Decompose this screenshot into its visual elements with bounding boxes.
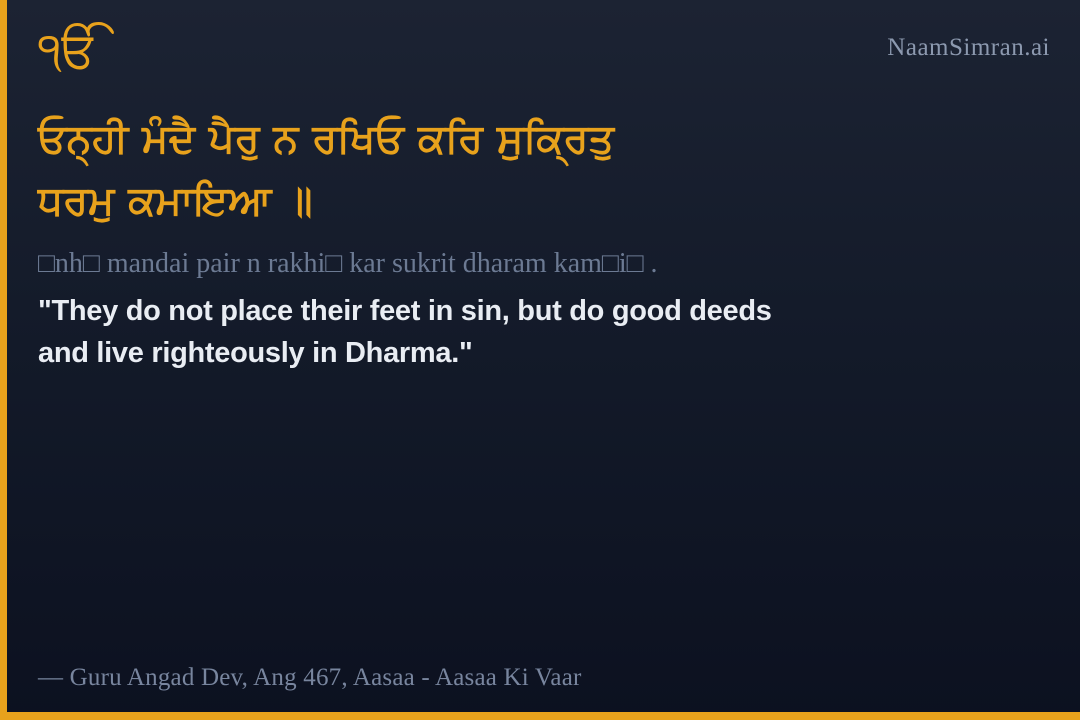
verse-transliteration-text: □nh□ mandai pair n rakhi□ kar sukrit dharam kam□i□ . <box>38 248 658 279</box>
verse-english-translation: "They do not place their feet in sin, but do good deeds and live righteously in Dharma." <box>38 295 772 370</box>
ik-onkar-symbol: ੴ <box>38 21 99 79</box>
brand-logo-text: NaamSimran.ai <box>887 34 1050 61</box>
accent-strip-bottom <box>0 712 1080 720</box>
accent-strip-left <box>0 0 7 720</box>
verse-gurmukhi-text: ਓਨ੍ਹੀ ਮੰਦੈ ਪੈਰੁ ਨ ਰਖਿਓ ਕਰਿ ਸੁਕ੍ਰਿਤੁ ਧਰਮੁ ਕਮਾਇਆ ॥ <box>38 116 615 225</box>
verse-attribution: — Guru Angad Dev, Ang 467, Aasaa - Aasaa Ki Vaar <box>38 664 582 691</box>
